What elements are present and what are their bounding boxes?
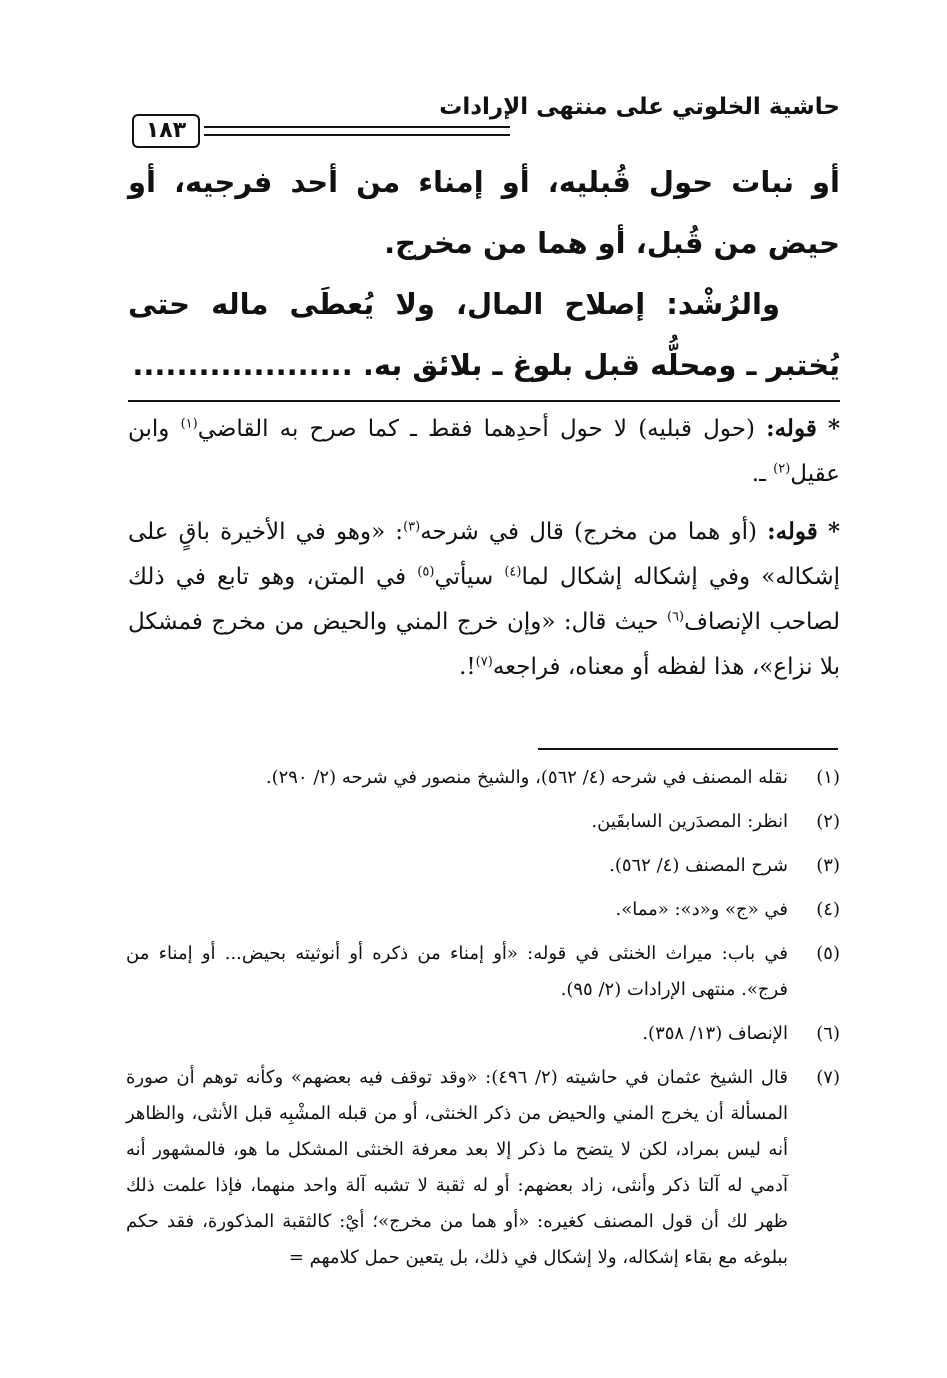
main-text <box>128 152 840 396</box>
footnote-number: (٧) <box>816 1067 840 1088</box>
footnote-text: الإنصاف (١٣/ ٣٥٨). <box>642 1023 788 1044</box>
footnote <box>126 892 840 928</box>
footnote-text: قال الشيخ عثمان في حاشيته (٢/ ٤٩٦): «وقد توقف فيه بعضهم» وكأنه توهم أن صورة المسألة أن يخرج المني والحيض من ذكر الخنثى، أو من قبله المشْبِه قبل الأنثى، والظاهر أنه ليس بمراد، لكن لا يتضح ما ذكر إلا بعد معرفة الخنثى المشكل ما هو، فالمشهور أنه آدمي له آلتا ذكر وأنثى، زاد بعضهم: أو له ثقبة لا تشبه آلة واحد منهما، فإذا علمت ذلك ظهر لك أن قول المصنف كغيره: «أو هما من مخرج»؛ أيْ: كالثقبة المذكورة، فقد حكم ببلوغه مع بقاء إشكاله، ولا إشكال في ذلك، بل يتعين حمل كلامهم = <box>126 1067 788 1268</box>
footnote-number: (٥) <box>816 943 840 964</box>
footnote <box>126 936 840 1008</box>
footnote-text: نقله المصنف في شرحه (٤/ ٥٦٢)، والشيخ منصور في شرحه (٢/ ٢٩٠). <box>265 767 788 788</box>
footnote-ref: (٦) <box>666 609 685 625</box>
footnotes <box>126 760 840 1284</box>
matn-paragraph-2-text: والرُشْد: إصلاح المال، ولا يُعطَى ماله حتى يُختبر ـ ومحلُّه قبل بلوغ ـ بلائق به. <box>128 287 840 382</box>
dotted-leader: .................... <box>132 348 353 382</box>
commentary-text: حيث قال: «وإن خرج المني والحيض من مخرج فمشكل بلا نزاع»، هذا لفظه أو معناه، فراجعه <box>128 609 840 680</box>
matn-paragraph-2 <box>128 274 840 396</box>
footnote-number: (٣) <box>816 855 840 876</box>
footnote-number: (٦) <box>816 1023 840 1044</box>
running-title: حاشية الخلوتي على منتهى الإرادات <box>439 94 840 120</box>
footnote <box>126 1016 840 1052</box>
commentary-text: ـ. <box>751 461 766 487</box>
commentary <box>128 406 840 702</box>
footnote-number: (٤) <box>816 899 840 920</box>
commentary-text: وابن عقيل <box>128 416 840 487</box>
star-marker: * <box>827 518 840 545</box>
qawluhu-keyword: قوله: <box>766 415 817 442</box>
footnote-text: انظر: المصدَرين السابقَين. <box>591 811 788 832</box>
page-number-box: ١٨٣ <box>132 114 200 148</box>
commentary-paragraph-2 <box>128 509 840 690</box>
footnote-separator <box>538 748 838 750</box>
footnote <box>126 804 840 840</box>
commentary-text: في المتن، وهو تابع في ذلك لصاحب الإنصاف <box>128 564 841 635</box>
footnote-ref: (٥) <box>417 564 435 580</box>
commentary-text: !. <box>459 654 476 680</box>
commentary-text: سيأتي <box>434 564 494 590</box>
star-marker: * <box>828 415 841 442</box>
footnote-ref: (٣) <box>403 519 421 535</box>
page-header <box>128 84 840 143</box>
footnote-number: (١) <box>816 767 840 788</box>
main-text-separator <box>128 400 840 402</box>
footnote-text: في باب: ميراث الخنثى في قوله: «أو إمناء من ذكره أو أنوثيته بحيض... أو إمناء من فرج». منتهى الإرادات (٢/ ٩٥). <box>126 943 788 1000</box>
footnote <box>126 848 840 884</box>
matn-paragraph-1: أو نبات حول قُبليه، أو إمناء من أحد فرجيه، أو حيض من قُبل، أو هما من مخرج. <box>128 165 840 260</box>
footnote-text: في «ج» و«د»: «مما». <box>615 899 788 920</box>
commentary-text: (أو هما من مخرج) قال في شرحه <box>420 519 757 545</box>
footnote-ref: (٧) <box>475 654 493 670</box>
footnote-ref: (٢) <box>773 461 791 477</box>
header-double-rule <box>204 126 510 136</box>
commentary-text: : «وهو في الأخيرة باقٍ على إشكاله» وفي إشكاله إشكال لما <box>128 519 841 590</box>
qawluhu-keyword: قوله: <box>767 518 818 545</box>
footnote-number: (٢) <box>816 811 840 832</box>
commentary-paragraph-1 <box>128 406 840 497</box>
commentary-text: (حول قبليه) لا حول أحدِهما فقط ـ كما صرح به القاضي <box>197 416 755 442</box>
footnote-ref: (١) <box>180 416 198 432</box>
footnote <box>126 1060 840 1276</box>
footnote-ref: (٤) <box>504 564 522 580</box>
footnote-text: شرح المصنف (٤/ ٥٦٢). <box>609 855 788 876</box>
footnote <box>126 760 840 796</box>
